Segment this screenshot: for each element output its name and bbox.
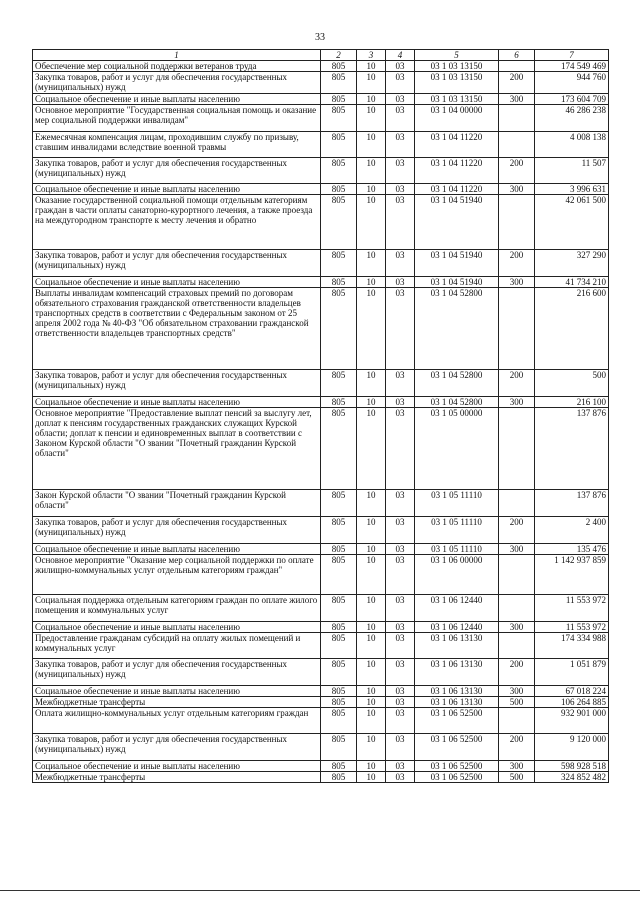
row-cell-c7: 4 008 138 — [535, 132, 609, 158]
table-row — [33, 734, 609, 761]
row-description: Межбюджетные трансферты — [33, 697, 321, 708]
row-cell-c3: 10 — [357, 772, 386, 783]
row-description: Ежемесячная компенсация лицам, проходившим службу по призыву, ставшим инвалидами вследствие военной травмы — [33, 132, 321, 158]
page-number: 33 — [315, 32, 325, 43]
row-cell-c7: 173 604 709 — [535, 94, 609, 105]
row-cell-c2: 805 — [321, 61, 357, 72]
row-cell-c4: 03 — [386, 761, 415, 772]
row-cell-c3: 10 — [357, 622, 386, 633]
row-cell-c4: 03 — [386, 659, 415, 686]
row-cell-c4: 03 — [386, 288, 415, 370]
col-header-7: 7 — [535, 50, 609, 61]
row-description: Социальное обеспечение и иные выплаты населению — [33, 94, 321, 105]
row-cell-c2: 805 — [321, 72, 357, 94]
table-row — [33, 132, 609, 158]
col-header-2: 2 — [321, 50, 357, 61]
row-cell-c7: 135 476 — [535, 544, 609, 555]
row-cell-c3: 10 — [357, 555, 386, 595]
row-cell-c2: 805 — [321, 734, 357, 761]
row-description: Социальное обеспечение и иные выплаты населению — [33, 397, 321, 408]
row-cell-c6: 300 — [499, 761, 535, 772]
col-header-1: 1 — [33, 50, 321, 61]
row-description: Социальная поддержка отдельным категориям граждан по оплате жилого помещения и коммунальных услуг — [33, 595, 321, 622]
row-cell-c6 — [499, 595, 535, 622]
row-cell-c4: 03 — [386, 277, 415, 288]
row-cell-c4: 03 — [386, 408, 415, 490]
table-row — [33, 544, 609, 555]
row-cell-c3: 10 — [357, 734, 386, 761]
row-cell-c5: 03 1 03 13150 — [415, 61, 499, 72]
row-cell-c4: 03 — [386, 622, 415, 633]
row-cell-c2: 805 — [321, 105, 357, 132]
page-bottom-rule — [0, 890, 640, 891]
row-cell-c4: 03 — [386, 633, 415, 659]
table-row — [33, 708, 609, 734]
row-cell-c3: 10 — [357, 408, 386, 490]
row-cell-c3: 10 — [357, 490, 386, 517]
row-cell-c3: 10 — [357, 195, 386, 250]
row-cell-c3: 10 — [357, 761, 386, 772]
row-cell-c7: 106 264 885 — [535, 697, 609, 708]
row-cell-c4: 03 — [386, 184, 415, 195]
row-cell-c5: 03 1 06 52500 — [415, 761, 499, 772]
row-cell-c6: 300 — [499, 277, 535, 288]
row-cell-c7: 9 120 000 — [535, 734, 609, 761]
row-cell-c6 — [499, 288, 535, 370]
table-row — [33, 517, 609, 544]
row-cell-c5: 03 1 06 13130 — [415, 659, 499, 686]
row-cell-c4: 03 — [386, 708, 415, 734]
row-cell-c2: 805 — [321, 772, 357, 783]
row-cell-c7: 216 600 — [535, 288, 609, 370]
row-cell-c4: 03 — [386, 555, 415, 595]
row-cell-c3: 10 — [357, 72, 386, 94]
row-cell-c4: 03 — [386, 595, 415, 622]
row-description: Предоставление гражданам субсидий на оплату жилых помещений и коммунальных услуг — [33, 633, 321, 659]
table-row — [33, 659, 609, 686]
table-row — [33, 397, 609, 408]
row-cell-c7: 137 876 — [535, 408, 609, 490]
row-cell-c7: 174 549 469 — [535, 61, 609, 72]
row-cell-c2: 805 — [321, 761, 357, 772]
row-cell-c2: 805 — [321, 94, 357, 105]
row-description: Социальное обеспечение и иные выплаты населению — [33, 184, 321, 195]
row-cell-c6: 200 — [499, 250, 535, 277]
row-cell-c3: 10 — [357, 94, 386, 105]
row-cell-c5: 03 1 04 11220 — [415, 132, 499, 158]
row-cell-c5: 03 1 03 13150 — [415, 72, 499, 94]
row-cell-c7: 598 928 518 — [535, 761, 609, 772]
row-cell-c7: 11 553 972 — [535, 622, 609, 633]
row-cell-c5: 03 1 04 51940 — [415, 277, 499, 288]
row-cell-c7: 324 852 482 — [535, 772, 609, 783]
row-cell-c6: 300 — [499, 397, 535, 408]
row-cell-c5: 03 1 05 00000 — [415, 408, 499, 490]
row-cell-c7: 11 507 — [535, 158, 609, 184]
table-row — [33, 595, 609, 622]
row-description: Закупка товаров, работ и услуг для обеспечения государственных (муниципальных) нужд — [33, 250, 321, 277]
row-cell-c4: 03 — [386, 686, 415, 697]
row-cell-c7: 137 876 — [535, 490, 609, 517]
table-row — [33, 250, 609, 277]
row-cell-c7: 1 142 937 859 — [535, 555, 609, 595]
row-cell-c2: 805 — [321, 633, 357, 659]
row-description: Закупка товаров, работ и услуг для обеспечения государственных (муниципальных) нужд — [33, 517, 321, 544]
row-cell-c3: 10 — [357, 370, 386, 397]
row-cell-c7: 11 553 972 — [535, 595, 609, 622]
row-cell-c5: 03 1 06 52500 — [415, 708, 499, 734]
col-header-3: 3 — [357, 50, 386, 61]
row-cell-c3: 10 — [357, 158, 386, 184]
row-cell-c6: 300 — [499, 184, 535, 195]
table-row — [33, 761, 609, 772]
row-cell-c3: 10 — [357, 595, 386, 622]
row-cell-c6: 200 — [499, 72, 535, 94]
table-row — [33, 370, 609, 397]
row-cell-c5: 03 1 05 11110 — [415, 490, 499, 517]
row-description: Закупка товаров, работ и услуг для обеспечения государственных (муниципальных) нужд — [33, 370, 321, 397]
table-row — [33, 277, 609, 288]
row-cell-c4: 03 — [386, 158, 415, 184]
row-cell-c2: 805 — [321, 697, 357, 708]
row-cell-c6: 300 — [499, 622, 535, 633]
row-description: Закупка товаров, работ и услуг для обеспечения государственных (муниципальных) нужд — [33, 659, 321, 686]
row-cell-c5: 03 1 06 52500 — [415, 734, 499, 761]
row-cell-c3: 10 — [357, 105, 386, 132]
table-row — [33, 288, 609, 370]
row-cell-c5: 03 1 04 52800 — [415, 288, 499, 370]
row-description: Социальное обеспечение и иные выплаты населению — [33, 277, 321, 288]
table-row — [33, 697, 609, 708]
row-cell-c6: 300 — [499, 544, 535, 555]
row-description: Социальное обеспечение и иные выплаты населению — [33, 622, 321, 633]
row-cell-c3: 10 — [357, 633, 386, 659]
row-cell-c6: 200 — [499, 158, 535, 184]
row-cell-c7: 1 051 879 — [535, 659, 609, 686]
row-cell-c3: 10 — [357, 132, 386, 158]
row-cell-c2: 805 — [321, 158, 357, 184]
row-cell-c2: 805 — [321, 659, 357, 686]
row-cell-c3: 10 — [357, 61, 386, 72]
col-header-5: 5 — [415, 50, 499, 61]
row-cell-c5: 03 1 06 13130 — [415, 633, 499, 659]
row-description: Основное мероприятие "Оказание мер социальной поддержки по оплате жилищно-коммунальных услуг отдельным категориям граждан" — [33, 555, 321, 595]
row-description: Обеспечение мер социальной поддержки ветеранов труда — [33, 61, 321, 72]
row-cell-c6 — [499, 132, 535, 158]
table-row — [33, 94, 609, 105]
row-description: Оказание государственной социальной помощи отдельным категориям граждан в части оплаты санаторно-курортного лечения, а также проезда на междугородном транспорте к месту лечения и обратно — [33, 195, 321, 250]
table-row — [33, 490, 609, 517]
row-cell-c7: 42 061 500 — [535, 195, 609, 250]
row-cell-c6: 500 — [499, 772, 535, 783]
row-cell-c5: 03 1 04 52800 — [415, 370, 499, 397]
table-row — [33, 105, 609, 132]
row-cell-c3: 10 — [357, 277, 386, 288]
row-cell-c6: 300 — [499, 686, 535, 697]
row-cell-c2: 805 — [321, 370, 357, 397]
row-cell-c5: 03 1 06 12440 — [415, 595, 499, 622]
table-body — [33, 61, 609, 783]
row-cell-c2: 805 — [321, 132, 357, 158]
row-cell-c7: 41 734 210 — [535, 277, 609, 288]
row-cell-c2: 805 — [321, 544, 357, 555]
col-header-6: 6 — [499, 50, 535, 61]
table-row — [33, 158, 609, 184]
row-cell-c2: 805 — [321, 277, 357, 288]
row-cell-c7: 327 290 — [535, 250, 609, 277]
row-description: Закупка товаров, работ и услуг для обеспечения государственных (муниципальных) нужд — [33, 72, 321, 94]
row-cell-c2: 805 — [321, 686, 357, 697]
table-row — [33, 61, 609, 72]
row-cell-c5: 03 1 04 11220 — [415, 158, 499, 184]
col-header-4: 4 — [386, 50, 415, 61]
row-cell-c7: 216 100 — [535, 397, 609, 408]
row-cell-c4: 03 — [386, 195, 415, 250]
row-cell-c5: 03 1 04 00000 — [415, 105, 499, 132]
row-cell-c2: 805 — [321, 250, 357, 277]
row-cell-c5: 03 1 04 11220 — [415, 184, 499, 195]
row-cell-c6: 200 — [499, 517, 535, 544]
row-cell-c3: 10 — [357, 517, 386, 544]
row-cell-c6 — [499, 490, 535, 517]
row-cell-c3: 10 — [357, 184, 386, 195]
row-cell-c7: 174 334 988 — [535, 633, 609, 659]
row-cell-c4: 03 — [386, 132, 415, 158]
table-row — [33, 408, 609, 490]
row-description: Социальное обеспечение и иные выплаты населению — [33, 761, 321, 772]
row-cell-c4: 03 — [386, 734, 415, 761]
row-cell-c7: 67 018 224 — [535, 686, 609, 697]
row-cell-c6: 200 — [499, 734, 535, 761]
table-row — [33, 555, 609, 595]
column-number-row — [33, 50, 609, 61]
row-cell-c4: 03 — [386, 61, 415, 72]
row-cell-c7: 2 400 — [535, 517, 609, 544]
row-cell-c6: 500 — [499, 697, 535, 708]
row-cell-c2: 805 — [321, 555, 357, 595]
row-description: Межбюджетные трансферты — [33, 772, 321, 783]
row-description: Социальное обеспечение и иные выплаты населению — [33, 686, 321, 697]
row-cell-c4: 03 — [386, 72, 415, 94]
row-cell-c5: 03 1 06 52500 — [415, 772, 499, 783]
row-cell-c4: 03 — [386, 397, 415, 408]
row-cell-c4: 03 — [386, 772, 415, 783]
row-cell-c3: 10 — [357, 659, 386, 686]
row-cell-c7: 932 901 000 — [535, 708, 609, 734]
row-cell-c6: 300 — [499, 94, 535, 105]
row-cell-c2: 805 — [321, 184, 357, 195]
row-cell-c5: 03 1 05 11110 — [415, 517, 499, 544]
row-cell-c4: 03 — [386, 544, 415, 555]
row-cell-c5: 03 1 04 51940 — [415, 250, 499, 277]
row-cell-c2: 805 — [321, 595, 357, 622]
row-cell-c4: 03 — [386, 94, 415, 105]
row-cell-c5: 03 1 04 52800 — [415, 397, 499, 408]
row-cell-c6 — [499, 195, 535, 250]
table-row — [33, 772, 609, 783]
row-cell-c7: 500 — [535, 370, 609, 397]
row-cell-c3: 10 — [357, 708, 386, 734]
row-cell-c4: 03 — [386, 490, 415, 517]
table-row — [33, 195, 609, 250]
row-description: Закупка товаров, работ и услуг для обеспечения государственных (муниципальных) нужд — [33, 734, 321, 761]
row-cell-c7: 46 286 238 — [535, 105, 609, 132]
row-cell-c6 — [499, 61, 535, 72]
row-description: Основное мероприятие "Предоставление выплат пенсий за выслугу лет, доплат к пенсиям государственных гражданских служащих Курской области; доплат к пенсии и единовременных выплат в соответствии с Законом Курской области "О звании "Почетный гражданин Курской области" — [33, 408, 321, 490]
row-cell-c5: 03 1 06 00000 — [415, 555, 499, 595]
row-cell-c5: 03 1 06 13130 — [415, 686, 499, 697]
row-cell-c2: 805 — [321, 622, 357, 633]
row-cell-c2: 805 — [321, 288, 357, 370]
row-cell-c3: 10 — [357, 288, 386, 370]
row-description: Оплата жилищно-коммунальных услуг отдельным категориям граждан — [33, 708, 321, 734]
row-cell-c5: 03 1 06 13130 — [415, 697, 499, 708]
row-cell-c5: 03 1 04 51940 — [415, 195, 499, 250]
row-cell-c4: 03 — [386, 105, 415, 132]
row-cell-c6: 200 — [499, 659, 535, 686]
row-cell-c3: 10 — [357, 397, 386, 408]
row-cell-c4: 03 — [386, 517, 415, 544]
row-cell-c6 — [499, 555, 535, 595]
row-description: Закупка товаров, работ и услуг для обеспечения государственных (муниципальных) нужд — [33, 158, 321, 184]
row-cell-c5: 03 1 06 12440 — [415, 622, 499, 633]
row-cell-c3: 10 — [357, 250, 386, 277]
row-cell-c6 — [499, 708, 535, 734]
row-cell-c3: 10 — [357, 686, 386, 697]
row-cell-c6: 200 — [499, 370, 535, 397]
row-description: Закон Курской области "О звании "Почетный гражданин Курской области" — [33, 490, 321, 517]
row-cell-c6 — [499, 105, 535, 132]
row-cell-c7: 944 760 — [535, 72, 609, 94]
table-row — [33, 622, 609, 633]
row-cell-c6 — [499, 408, 535, 490]
table-row — [33, 72, 609, 94]
table-row — [33, 686, 609, 697]
row-description: Основное мероприятие "Государственная социальная помощь и оказание мер социальной поддержки инвалидам" — [33, 105, 321, 132]
row-cell-c2: 805 — [321, 517, 357, 544]
table-row — [33, 633, 609, 659]
row-cell-c3: 10 — [357, 697, 386, 708]
row-cell-c2: 805 — [321, 708, 357, 734]
budget-table — [32, 49, 609, 783]
row-cell-c4: 03 — [386, 370, 415, 397]
row-cell-c6 — [499, 633, 535, 659]
row-description: Социальное обеспечение и иные выплаты населению — [33, 544, 321, 555]
row-cell-c2: 805 — [321, 408, 357, 490]
row-cell-c5: 03 1 05 11110 — [415, 544, 499, 555]
row-cell-c3: 10 — [357, 544, 386, 555]
table-row — [33, 184, 609, 195]
row-description: Выплаты инвалидам компенсаций страховых премий по договорам обязательного страхования гражданской ответственности владельцев транспортных средств в соответствии с Федеральным законом от 25 апреля 2002 года № 40-ФЗ "Об обязательном страховании гражданской ответственности владельцев транспортных средств" — [33, 288, 321, 370]
row-cell-c2: 805 — [321, 195, 357, 250]
row-cell-c4: 03 — [386, 697, 415, 708]
row-cell-c2: 805 — [321, 490, 357, 517]
row-cell-c2: 805 — [321, 397, 357, 408]
row-cell-c5: 03 1 03 13150 — [415, 94, 499, 105]
row-cell-c7: 3 996 631 — [535, 184, 609, 195]
row-cell-c4: 03 — [386, 250, 415, 277]
